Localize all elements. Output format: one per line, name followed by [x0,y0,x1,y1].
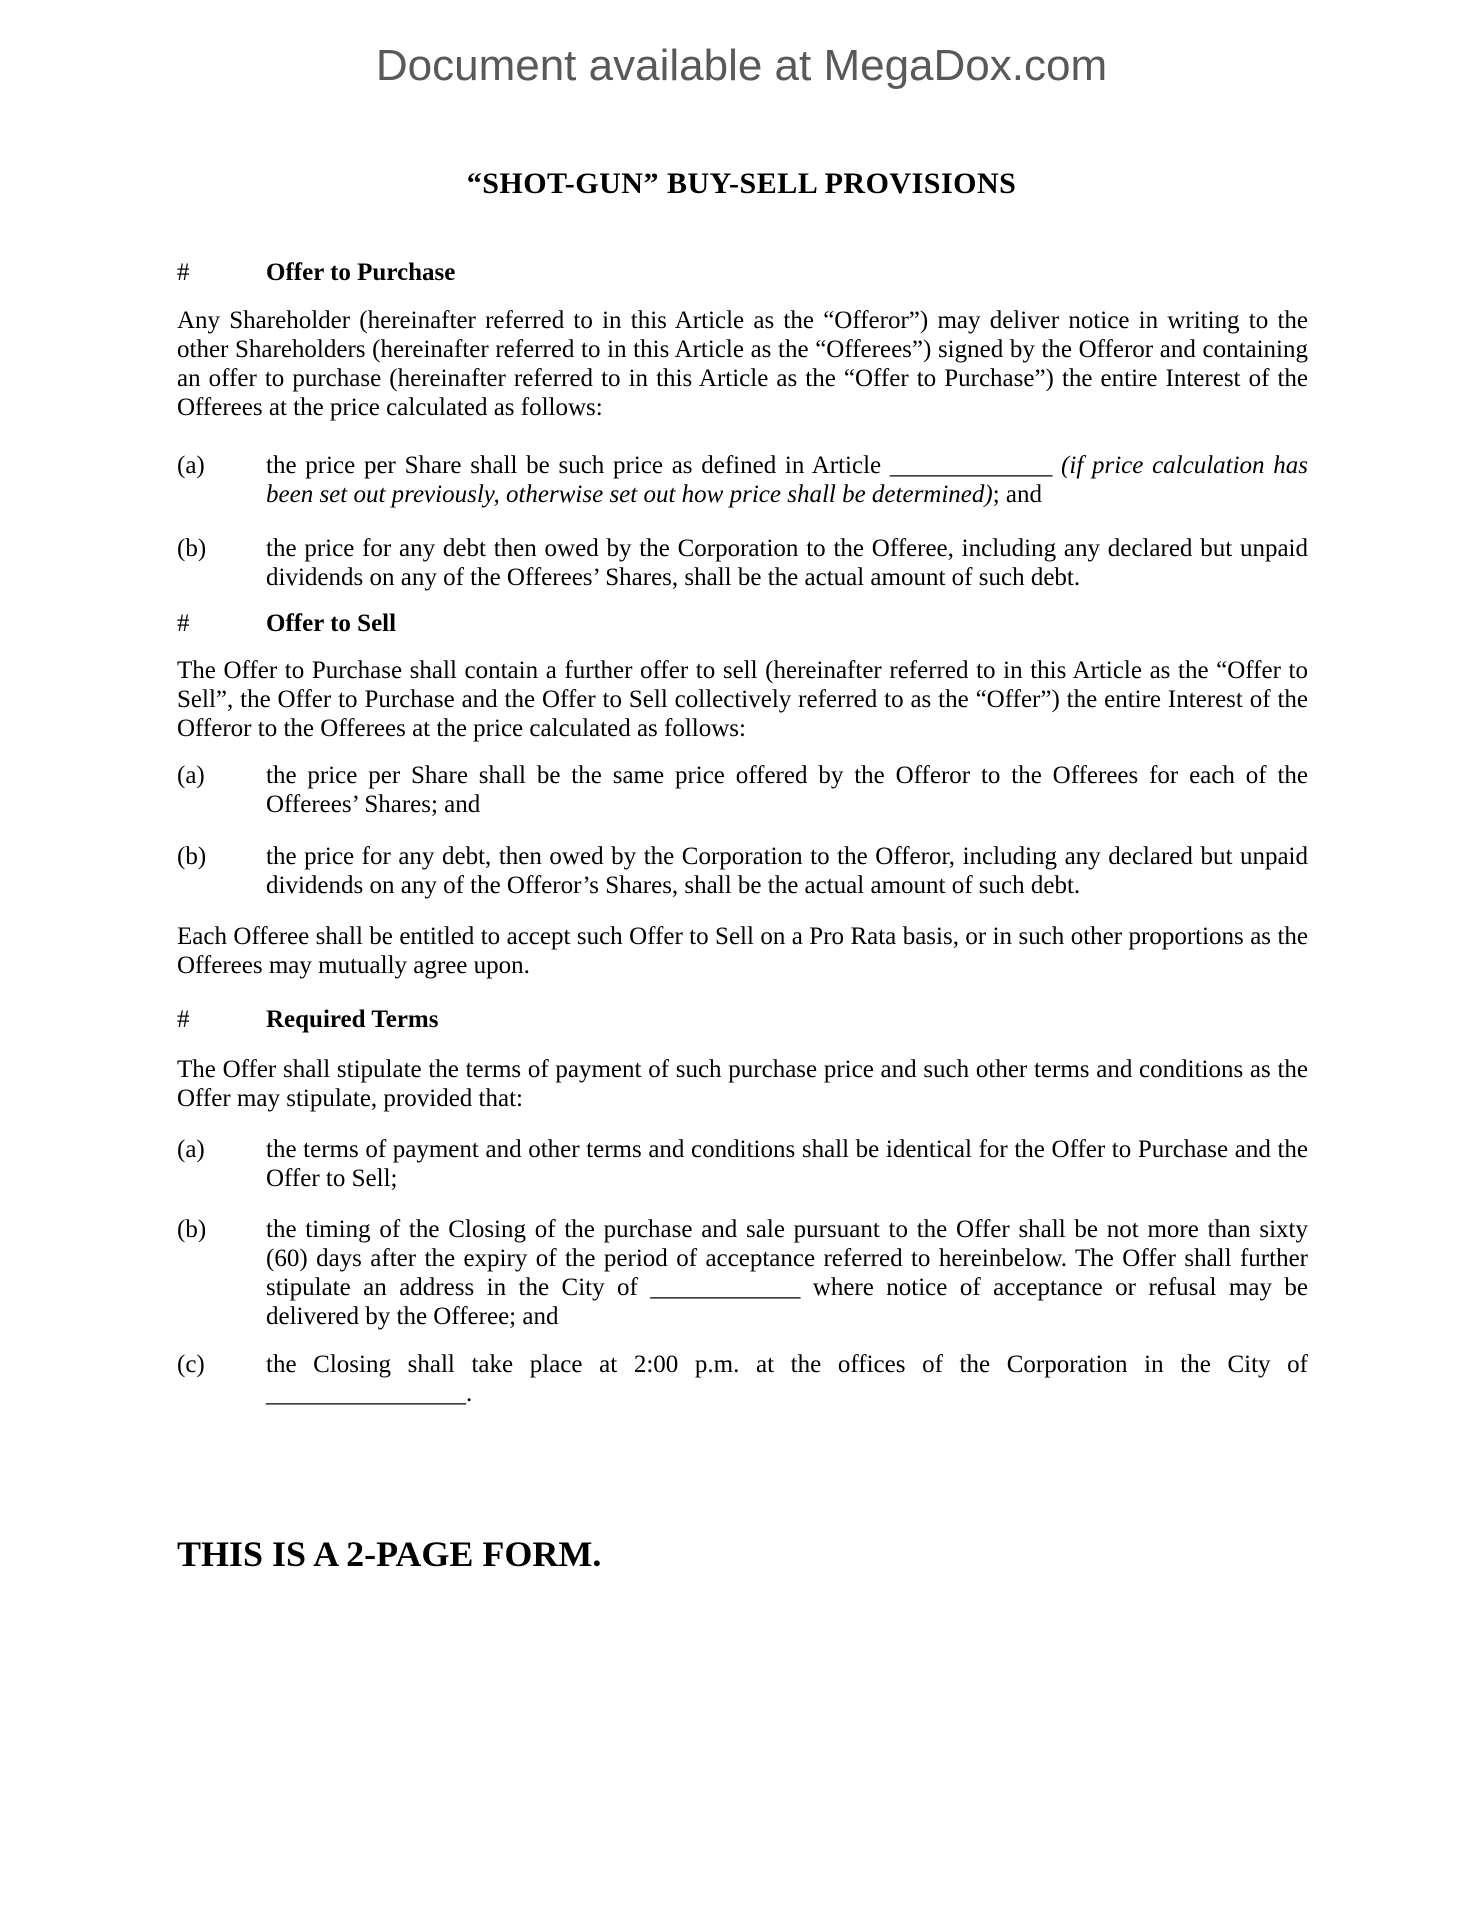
section-heading-label: Offer to Sell [266,610,397,637]
list-item-b [177,1215,1308,1331]
item-label: (a) [177,452,205,479]
section-heading-label: Offer to Purchase [266,259,456,286]
list-item-a [177,451,1308,509]
item-text-italic: (if price calculation has been set out previously, otherwise set out how price shall be determined) [266,452,1308,508]
section-heading-offer-to-sell [177,609,1308,638]
paragraph-required-terms-intro: The Offer shall stipulate the terms of payment of such purchase price and such other terms and conditions as the Offer may stipulate, provided that: [177,1056,1308,1112]
paragraph-offer-to-purchase-intro: Any Shareholder (hereinafter referred to in this Article as the “Offeror”) may deliver notice in writing to the other Shareholders (hereinafter referred to in this Article as the “Offerees”) signed by the Offeror and containing an offer to purchase (hereinafter referred to in this Article as the “Offer to Purchase”) the entire Interest of the Offerees at the price calculated as follows: [177,307,1308,421]
item-label: (c) [177,1351,205,1378]
paragraph-offer-to-sell-intro: The Offer to Purchase shall contain a further offer to sell (hereinafter referred to in this Article as the “Offer to Sell”, the Offer to Purchase and the Offer to Sell collectively referred to as the “Offer”) the entire Interest of the Offeror to the Offerees at the price calculated as follows: [177,657,1308,742]
item-text: the price for any debt, then owed by the Corporation to the Offeror, including any declared but unpaid dividends on any of the Offeror’s Shares, shall be the actual amount of such debt. [266,843,1308,899]
item-text: the price per Share shall be the same price offered by the Offeror to the Offerees for each of the Offerees’ Shares; and [266,762,1308,818]
watermark-banner: Document available at MegaDox.com [375,41,1108,90]
list-item-c [177,1350,1308,1408]
blank-field-city: ____________ [650,1274,801,1301]
two-page-form-note: THIS IS A 2-PAGE FORM. [177,1534,602,1574]
blank-field-closing-city: ________________ [266,1380,466,1407]
item-text [266,1350,1308,1408]
list-item-a [177,1135,1308,1193]
item-label: (b) [177,535,207,562]
item-label: (a) [177,1136,205,1163]
item-text-pre: the timing of the Closing of the purchase and sale pursuant to the Offer shall be not more than sixty (60) days after the expiry of the period of acceptance referred to hereinbelow. The Offer shall further stipulate an address in the City of [266,1216,1308,1301]
section-number-placeholder: # [177,610,190,637]
paragraph-pro-rata: Each Offeree shall be entitled to accept such Offer to Sell on a Pro Rata basis, or in such other proportions as the Offerees may mutually agree upon. [177,923,1308,979]
list-item-a [177,761,1308,819]
section-heading-label: Required Terms [266,1006,439,1033]
document-title: “SHOT-GUN” BUY-SELL PROVISIONS [466,167,1017,200]
item-text [266,451,1308,509]
section-number-placeholder: # [177,259,190,286]
list-item-b [177,842,1308,900]
item-text-post: where notice of acceptance or refusal may be delivered by the Offeree; and [266,1274,1308,1330]
item-label: (b) [177,843,207,870]
item-text [266,1215,1308,1331]
item-text-post: ; and [992,481,1043,508]
item-label: (a) [177,762,205,789]
item-text-post: . [466,1380,473,1407]
section-heading-required-terms [177,1005,1308,1034]
document-body [177,258,1308,1574]
item-text: the price for any debt then owed by the Corporation to the Offeree, including any declared but unpaid dividends on any of the Offerees’ Shares, shall be the actual amount of such debt. [266,535,1308,591]
section-heading-offer-to-purchase [177,258,1308,287]
item-text-pre: the Closing shall take place at 2:00 p.m. at the offices of the Corporation in the City of [266,1351,1308,1378]
item-text: the terms of payment and other terms and conditions shall be identical for the Offer to Purchase and the Offer to Sell; [266,1136,1308,1192]
item-label: (b) [177,1216,207,1243]
item-text-pre: the price per Share shall be such price as defined in Article [266,452,890,479]
list-item-b [177,534,1308,592]
blank-field-article: _____________ [889,452,1053,479]
section-number-placeholder: # [177,1006,190,1033]
